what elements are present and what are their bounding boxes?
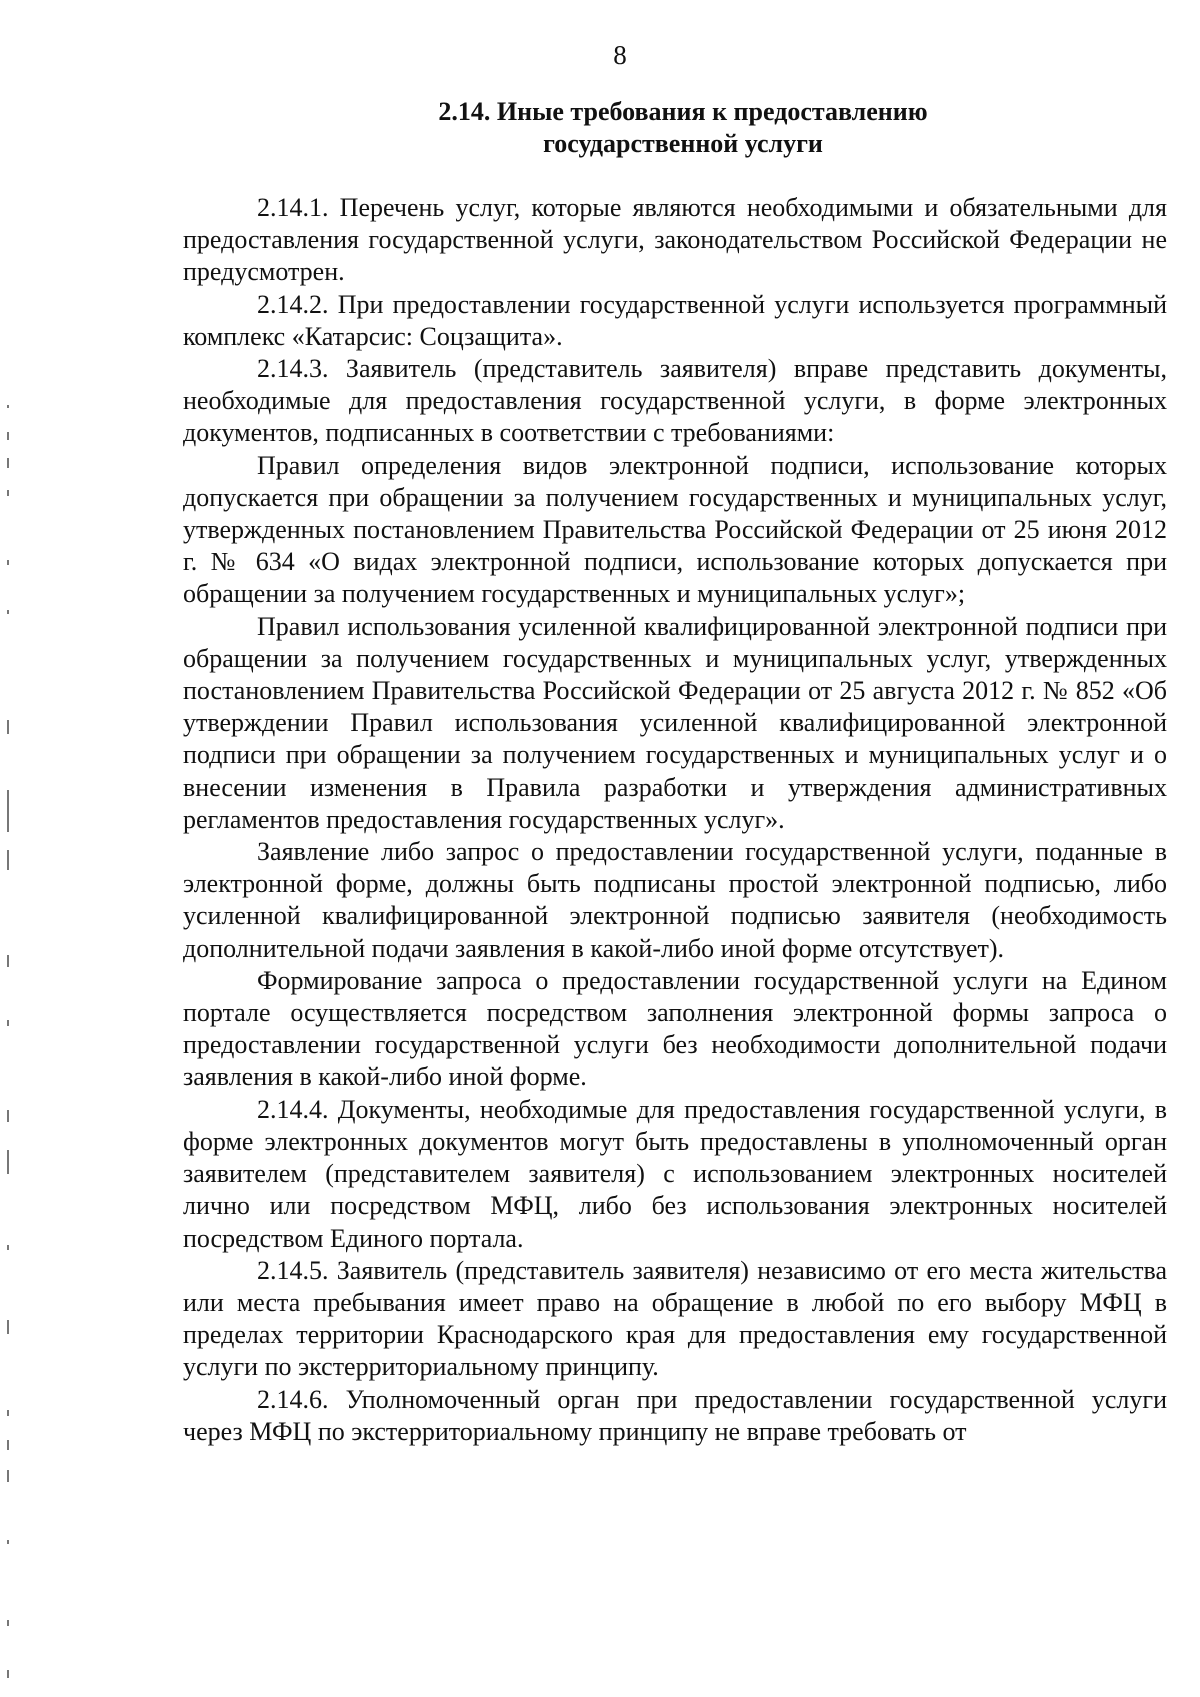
section-body bbox=[183, 192, 1167, 1448]
paragraph-2-14-1: 2.14.1. Перечень услуг, которые являются необходимыми и обязательными для предоставления государственной услуги, законодательством Российской Федерации не предусмотрен. bbox=[183, 193, 1167, 287]
paragraph-application-signature: Заявление либо запрос о предоставлении государственной услуги, поданные в электронной форме, должны быть подписаны простой электронной подписью, либо усиленной квалифицированной электронной подписью заявителя (необходимость дополнительной подачи заявления в какой-либо иной форме отсутствует). bbox=[183, 837, 1167, 963]
paragraph-2-14-6: 2.14.6. Уполномоченный орган при предоставлении государственной услуги через МФЦ по экстерриториальному принципу не вправе требовать от bbox=[183, 1384, 1167, 1446]
paragraph-request-portal: Формирование запроса о предоставлении государственной услуги на Едином портале осуществляется посредством заполнения электронной формы запроса о предоставлении государственной услуги без необходимости дополнительной подачи заявления в какой-либо иной форме. bbox=[183, 965, 1167, 1092]
scan-margin-artifacts bbox=[0, 0, 20, 1697]
paragraph-rules-634: Правил определения видов электронной подписи, использование которых допускается при обращении за получением государственных и муниципальных услуг, утвержденных постановлением Правительства Российской Федерации от 25 июня 2012 г. № 634 «О видах электронной подписи, использование которых допускается при обращении за получением государственных и муниципальных услуг»; bbox=[183, 450, 1167, 609]
paragraph-2-14-2: 2.14.2. При предоставлении государственной услуги используется программный комплекс «Катарсис: Соцзащита». bbox=[183, 289, 1167, 351]
section-heading-line-2: государственной услуги bbox=[543, 129, 823, 158]
paragraph-2-14-4: 2.14.4. Документы, необходимые для предоставления государственной услуги, в форме электронных документов могут быть предоставлены в уполномоченный орган заявителем (представителем заявителя) с использованием электронных носителей лично или посредством МФЦ, либо без использования электронных носителей посредством Единого портала. bbox=[183, 1094, 1167, 1253]
section-heading-line-1: 2.14. Иные требования к предоставлению bbox=[438, 97, 928, 126]
page-number: 8 bbox=[613, 40, 627, 70]
paragraph-2-14-5: 2.14.5. Заявитель (представитель заявителя) независимо от его места жительства или места пребывания имеет право на обращение в любой по его выбору МФЦ в пределах территории Краснодарского края для предоставления ему государственной услуги по экстерриториальному принципу. bbox=[183, 1255, 1167, 1382]
paragraph-rules-852: Правил использования усиленной квалифицированной электронной подписи при обращении за получением государственных и муниципальных услуг, утвержденных постановлением Правительства Российской Федерации от 25 августа 2012 г. № 852 «Об утверждении Правил использования усиленной квалифицированной электронной подписи при обращении за получением государственных и муниципальных услуг и о внесении изменения в Правила разработки и утверждения административных регламентов предоставления государственных услуг». bbox=[183, 611, 1167, 834]
paragraph-2-14-3: 2.14.3. Заявитель (представитель заявителя) вправе представить документы, необходимые для предоставления государственной услуги, в форме электронных документов, подписанных в соответствии с требованиями: bbox=[183, 354, 1167, 448]
section-heading bbox=[183, 96, 1183, 160]
